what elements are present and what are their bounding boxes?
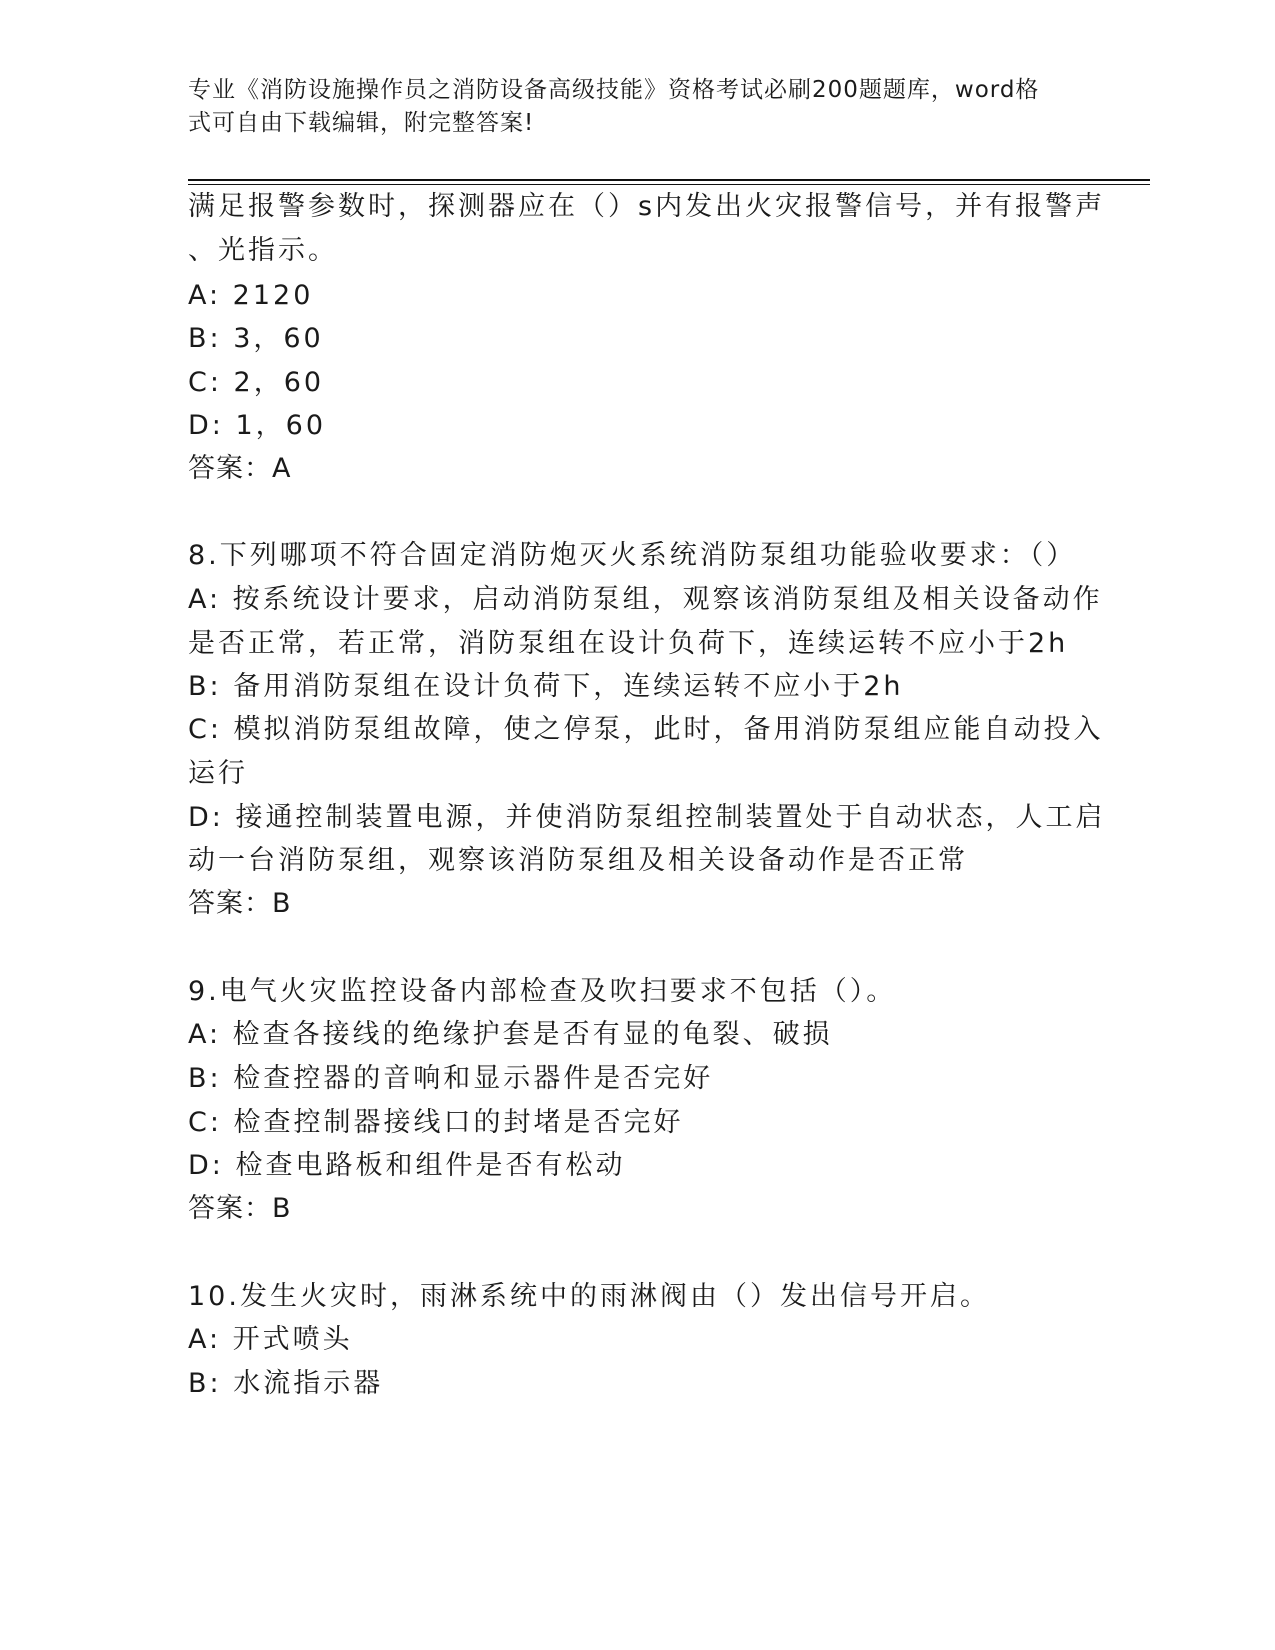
q8-option-a-line-1: A: 按系统设计要求，启动消防泵组，观察该消防泵组及相关设备动作: [188, 584, 1103, 615]
q7-option-a: A: 2120: [188, 280, 314, 311]
q8-stem: 8.下列哪项不符合固定消防炮灭火系统消防泵组功能验收要求：（）: [188, 540, 1077, 571]
header-divider-thin: [188, 184, 1150, 185]
header-line-1: 专业《消防设施操作员之消防设备高级技能》资格考试必刷200题题库，word格: [188, 77, 1040, 103]
header-line-2: 式可自由下载编辑，附完整答案!: [188, 110, 535, 136]
q9-option-d: D: 检查电路板和组件是否有松动: [188, 1150, 626, 1181]
q10-stem: 10.发生火灾时，雨淋系统中的雨淋阀由（）发出信号开启。: [188, 1281, 990, 1312]
q7-stem-line-1: 满足报警参数时，探测器应在（）s内发出火灾报警信号，并有报警声: [188, 191, 1106, 222]
q7-stem-line-2: 、光指示。: [188, 235, 338, 266]
q10-option-b: B: 水流指示器: [188, 1368, 384, 1399]
q8-option-c-line-2: 运行: [188, 758, 248, 789]
q7-option-c: C: 2，60: [188, 367, 325, 398]
q9-option-b: B: 检查控器的音响和显示器件是否完好: [188, 1063, 714, 1094]
q9-stem: 9.电气火灾监控设备内部检查及吹扫要求不包括（）。: [188, 976, 897, 1007]
q7-option-d: D: 1，60: [188, 410, 327, 441]
q9-answer: 答案：B: [188, 1193, 292, 1224]
q8-option-b: B: 备用消防泵组在设计负荷下，连续运转不应小于2h: [188, 671, 904, 702]
q8-option-d-line-2: 动一台消防泵组，观察该消防泵组及相关设备动作是否正常: [188, 845, 968, 876]
q8-option-c-line-1: C: 模拟消防泵组故障，使之停泵，此时，备用消防泵组应能自动投入: [188, 714, 1104, 745]
document-header: [188, 74, 1068, 140]
q7-option-b: B: 3，60: [188, 323, 324, 354]
q8-answer: 答案：B: [188, 888, 292, 919]
q7-answer: 答案：A: [188, 453, 292, 484]
q10-option-a: A: 开式喷头: [188, 1324, 353, 1355]
q8-option-d-line-1: D: 接通控制装置电源，并使消防泵组控制装置处于自动状态，人工启: [188, 802, 1106, 833]
header-divider-thick: [188, 179, 1150, 181]
q9-option-a: A: 检查各接线的绝缘护套是否有显的龟裂、破损: [188, 1019, 833, 1050]
q8-option-a-line-2: 是否正常，若正常，消防泵组在设计负荷下，连续运转不应小于2h: [188, 628, 1069, 659]
q9-option-c: C: 检查控制器接线口的封堵是否完好: [188, 1107, 684, 1138]
